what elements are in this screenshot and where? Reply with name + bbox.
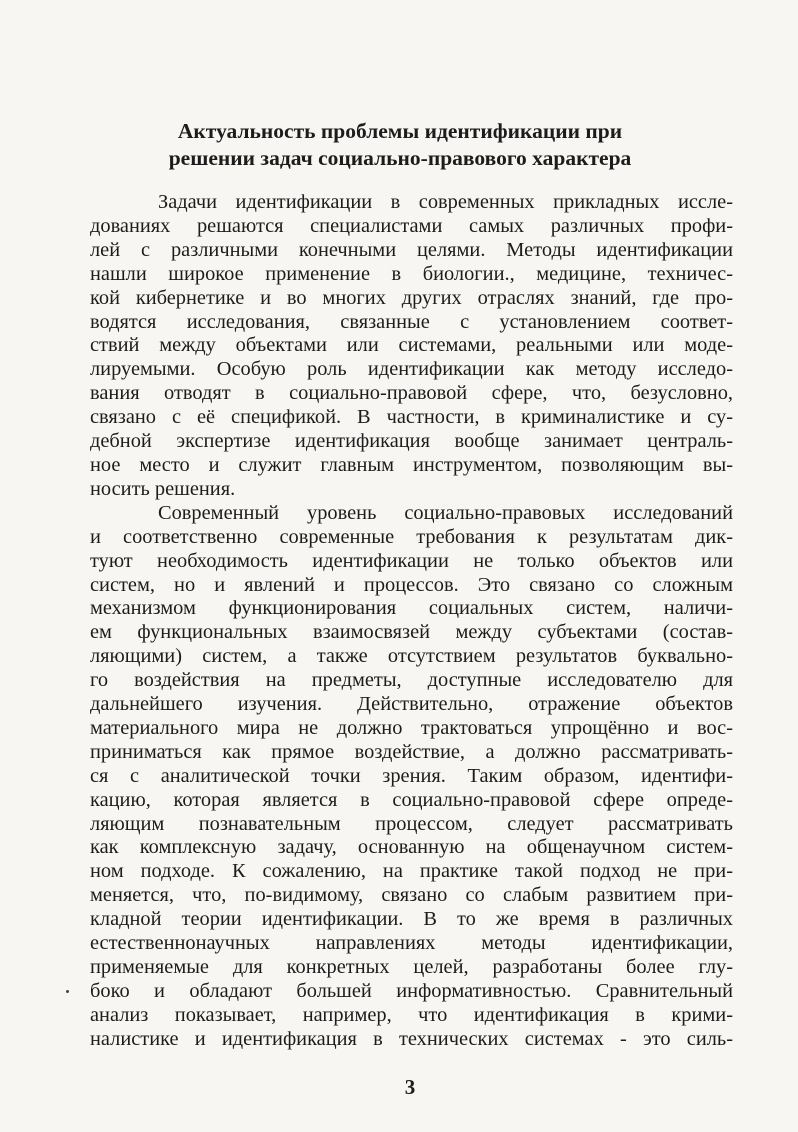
text-line: кладной теории идентификации. В то же время в различных [90, 908, 733, 931]
text-line: ем функциональных взаимосвязей между субъектами (состав- [90, 621, 733, 644]
text-line: ном подходе. К сожалению, на практике такой подход не при- [90, 860, 733, 883]
page-number: 3 [404, 1075, 416, 1099]
text-line: меняется, что, по-видимому, связано со слабым развитием при- [90, 884, 733, 907]
heading-line: Актуальность проблемы идентификации при [177, 119, 623, 143]
heading-line: решении задач социально-правового характера [168, 146, 632, 170]
text-line: связано с её спецификой. В частности, в криминалистике и су- [90, 406, 733, 429]
text-line: туют необходимость идентификации не только объектов или [90, 549, 733, 572]
paragraph [90, 502, 733, 1052]
text-line: дованиях решаются специалистами самых различных профи- [90, 214, 733, 237]
text-line: дебной экспертизе идентификация вообще занимает централь- [90, 430, 733, 453]
text-line: приниматься как прямое воздействие, а должно рассматривать- [90, 740, 733, 763]
text-line: ляющим познавательным процессом, следует рассматривать [90, 812, 733, 835]
text-line: водятся исследования, связанные с установлением соответ- [90, 310, 733, 333]
text-line: дальнейшего изучения. Действительно, отражение объектов [90, 693, 733, 716]
text-line: боко и обладают большей информативностью. Сравнительный [90, 979, 733, 1002]
text-line: ное место и служит главным инструментом, позволяющим вы- [90, 453, 733, 476]
text-line: как комплексную задачу, основанную на общенаучном систем- [90, 836, 733, 859]
text-line: го воздействия на предметы, доступные исследователю для [90, 669, 733, 692]
text-line: ляющими) систем, а также отсутствием результатов буквально- [90, 645, 733, 668]
scan-speck [66, 990, 69, 993]
text-line: носить решения. [90, 477, 236, 500]
text-line: механизмом функционирования социальных систем, наличи- [90, 597, 733, 620]
text-line: ся с аналитической точки зрения. Таким образом, идентифи- [90, 764, 733, 787]
text-line: Современный уровень социально-правовых исследований [158, 501, 733, 524]
text-line: налистике и идентификация в технических системах - это силь- [90, 1027, 733, 1050]
text-line: материального мира не должно трактоваться упрощённо и вос- [90, 716, 733, 739]
text-line: нашли широкое применение в биологии., медицине, техничес- [90, 262, 733, 285]
text-line: применяемые для конкретных целей, разработаны более глу- [90, 956, 733, 978]
text-line: кой кибернетике и во многих других отраслях знаний, где про- [90, 286, 733, 309]
text-line: лей с различными конечными целями. Методы идентификации [90, 238, 733, 261]
text-line: Задачи идентификации в современных прикладных иссле- [158, 191, 733, 213]
text-line: ствий между объектами или системами, реальными или моде- [90, 334, 733, 357]
text-line: анализ показывает, например, что идентификация в крими- [90, 1003, 733, 1026]
text-line: и соответственно современные требования к результатам дик- [90, 525, 733, 548]
text-line: систем, но и явлений и процессов. Это связано со сложным [90, 573, 733, 596]
text-line: кацию, которая является в социально-правовой сфере опреде- [90, 788, 733, 811]
text-line: лируемыми. Особую роль идентификации как методу исследо- [90, 358, 733, 381]
text-line: вания отводят в социально-правовой сфере, что, безусловно, [90, 382, 733, 405]
text-line: естественнонаучных направлениях методы идентификации, [90, 932, 733, 955]
body-text [90, 191, 733, 1052]
section-heading [60, 118, 740, 172]
paragraph [90, 191, 733, 502]
